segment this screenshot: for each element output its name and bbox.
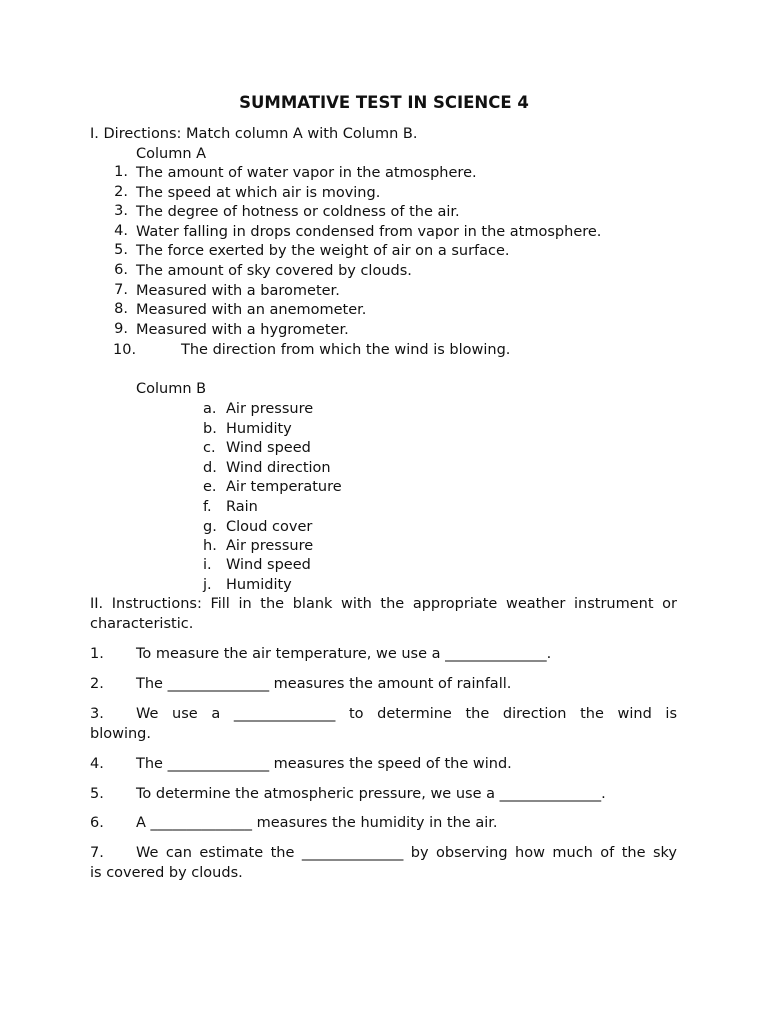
column-a-item: The direction from which the wind is blowing. — [181, 342, 511, 358]
fill-item-number: 3. — [90, 706, 104, 722]
column-a-number: 3. — [114, 203, 128, 219]
fill-item-number: 2. — [90, 676, 104, 692]
column-b-letter: j. — [203, 577, 212, 593]
fill-item-text: To determine the atmospheric pressure, we use a ______________. — [136, 786, 606, 802]
column-b-item: Air temperature — [226, 479, 342, 495]
part1-directions: I. Directions: Match column A with Column B. — [90, 126, 418, 142]
column-a-number: 2. — [114, 184, 128, 200]
column-a-item: Measured with a barometer. — [136, 283, 340, 299]
column-a-item: The speed at which air is moving. — [136, 185, 381, 201]
fill-item-text: To measure the air temperature, we use a ______________. — [136, 646, 552, 662]
fill-item-text: We can estimate the ______________ by observing how much of the sky — [136, 845, 677, 861]
fill-item-number: 7. — [90, 845, 104, 861]
fill-item-text: The ______________ measures the speed of the wind. — [136, 756, 512, 772]
part2-instructions-cont: characteristic. — [90, 616, 194, 632]
column-b-letter: c. — [203, 440, 216, 456]
column-b-item: Wind direction — [226, 460, 331, 476]
column-a-item: The degree of hotness or coldness of the air. — [136, 204, 460, 220]
column-a-number: 8. — [114, 301, 128, 317]
column-b-item: Humidity — [226, 577, 292, 593]
fill-item-text: The ______________ measures the amount of rainfall. — [136, 676, 512, 692]
column-a-item: Measured with an anemometer. — [136, 302, 367, 318]
column-a-item: Water falling in drops condensed from vapor in the atmosphere. — [136, 224, 602, 240]
fill-item-number: 1. — [90, 646, 104, 662]
part2-instructions: II. Instructions: Fill in the blank with the appropriate weather instrument or — [90, 596, 677, 612]
column-b-item: Humidity — [226, 421, 292, 437]
column-a-item: The amount of water vapor in the atmosphere. — [136, 165, 477, 181]
column-b-letter: a. — [203, 401, 217, 417]
column-a-item: The force exerted by the weight of air on a surface. — [136, 243, 510, 259]
column-a-number: 4. — [114, 223, 128, 239]
column-b-item: Cloud cover — [226, 519, 313, 535]
fill-item-text: We use a ______________ to determine the direction the wind is — [136, 706, 677, 722]
column-a-number: 10. — [113, 342, 137, 358]
page-title: SUMMATIVE TEST IN SCIENCE 4 — [239, 93, 529, 112]
column-a-number: 1. — [114, 164, 128, 180]
column-b-item: Rain — [226, 499, 258, 515]
column-b-letter: i. — [203, 557, 212, 573]
column-a-number: 9. — [114, 321, 128, 337]
column-b-heading: Column B — [136, 381, 207, 397]
column-b-letter: g. — [203, 519, 217, 535]
fill-item-text: A ______________ measures the humidity in the air. — [136, 815, 498, 831]
fill-item-number: 5. — [90, 786, 104, 802]
fill-item-number: 6. — [90, 815, 104, 831]
column-a-heading: Column A — [136, 146, 207, 162]
column-a-item: The amount of sky covered by clouds. — [136, 263, 412, 279]
column-b-item: Air pressure — [226, 538, 314, 554]
column-b-item: Wind speed — [226, 440, 311, 456]
column-b-letter: d. — [203, 460, 217, 476]
column-b-item: Wind speed — [226, 557, 311, 573]
fill-item-number: 4. — [90, 756, 104, 772]
column-a-item: Measured with a hygrometer. — [136, 322, 349, 338]
column-a-number: 5. — [114, 242, 128, 258]
column-b-letter: f. — [203, 499, 212, 515]
column-b-letter: e. — [203, 479, 217, 495]
column-b-letter: h. — [203, 538, 217, 554]
column-b-item: Air pressure — [226, 401, 314, 417]
fill-item-text-cont: is covered by clouds. — [90, 865, 243, 881]
column-a-number: 6. — [114, 262, 128, 278]
fill-item-text-cont: blowing. — [90, 726, 151, 742]
column-b-letter: b. — [203, 421, 217, 437]
column-a-number: 7. — [114, 282, 128, 298]
